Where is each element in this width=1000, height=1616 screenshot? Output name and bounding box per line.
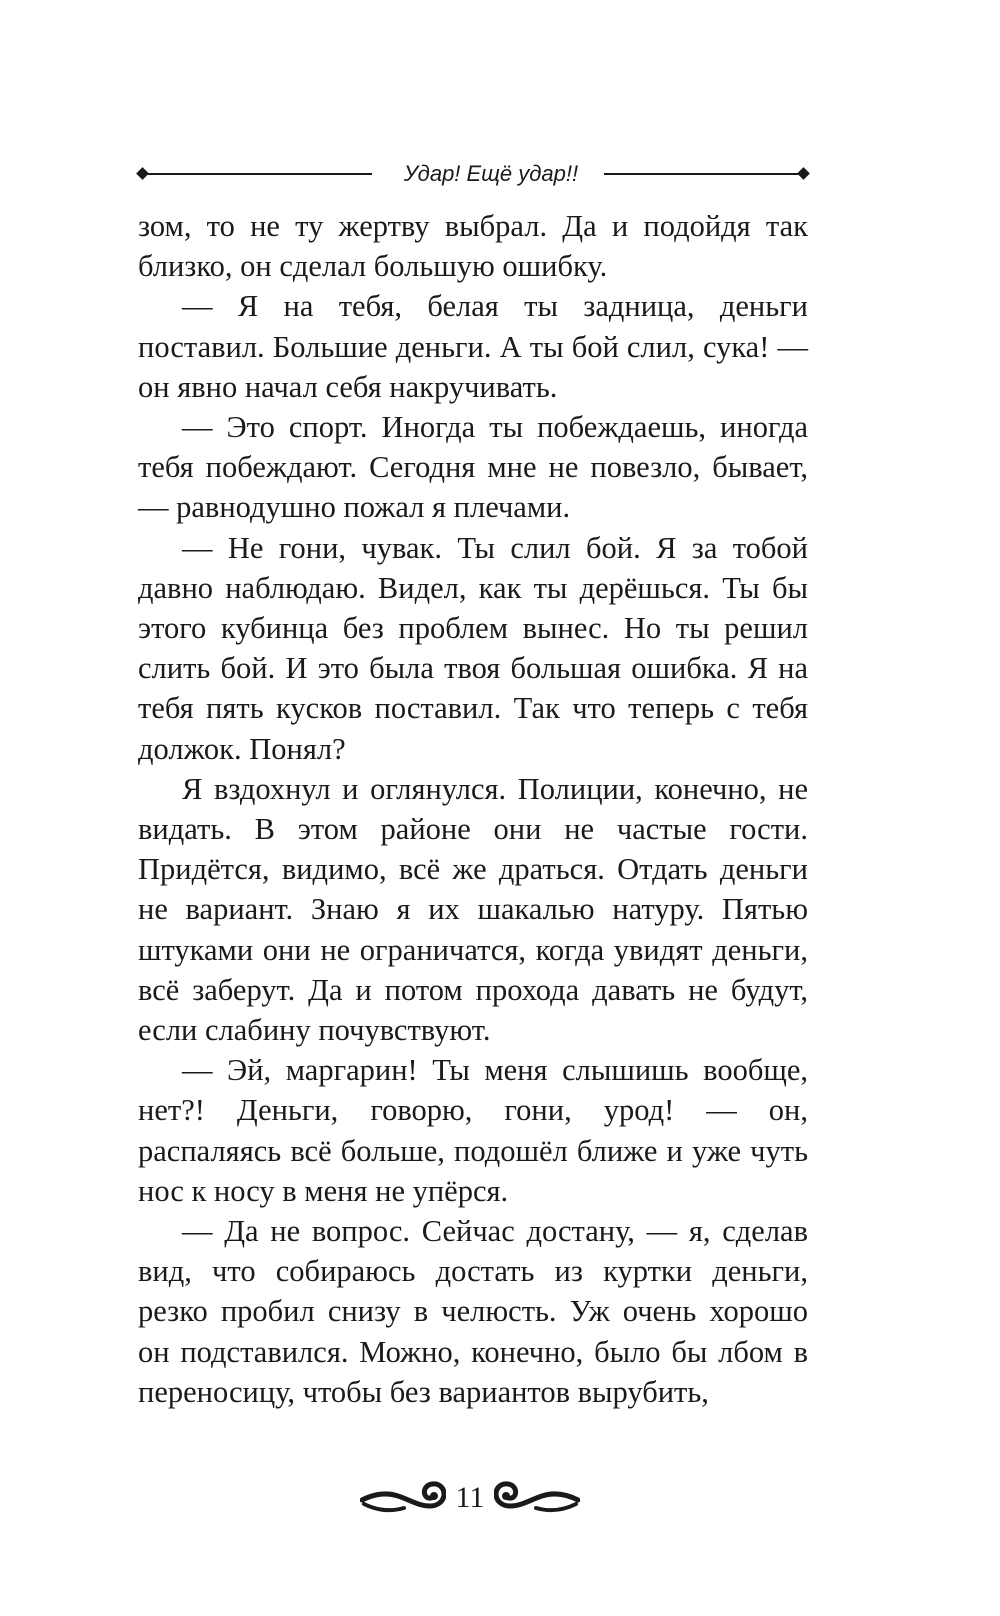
ornament-right-icon <box>494 1476 580 1520</box>
header-rule-right <box>604 173 802 175</box>
paragraph: — Я на тебя, белая ты задница, деньги поставил. Большие деньги. А ты бой слил, сука! — он явно начал себя накручивать. <box>138 289 808 404</box>
paragraph: — Да не вопрос. Сейчас достану, — я, сделав вид, что собираюсь достать из куртки деньги, резко пробил снизу в челюсть. Уж очень хорошо он подставился. Можно, конечно, было бы лбом в переносицу, чтобы без вариантов вырубить, <box>138 1214 808 1409</box>
page-number: 11 <box>455 1481 485 1514</box>
paragraph: зом, то не ту жертву выбрал. Да и подойдя так близко, он сделал большую ошибку. <box>138 209 808 284</box>
paragraph: — Не гони, чувак. Ты слил бой. Я за тобой давно наблюдаю. Видел, как ты дерёшься. Ты бы этого кубинца без проблем вынес. Но ты решил слить бой. И это была твоя большая ошибка. Я на тебя пять кусков поставил. Так что теперь с тебя должок. Понял? <box>138 530 808 766</box>
header-rule-left <box>144 173 372 175</box>
paragraph: — Это спорт. Иногда ты побеждаешь, иногда тебя побеждают. Сегодня мне не повезло, бывает, — равнодушно пожал я плечами. <box>138 410 808 525</box>
paragraph: Я вздохнул и оглянулся. Полиции, конечно, не видать. В этом районе они не частые гости. Придётся, видимо, всё же драться. Отдать деньги не вариант. Знаю я их шакалью натуру. Пятью штуками они не ограничатся, когда увидят деньги, всё заберут. Да и потом прохода давать не будут, если слабину почувствуют. <box>138 771 808 1048</box>
paragraph: — Эй, маргарин! Ты меня слышишь вообще, нет?! Деньги, говорю, гони, урод! — он, распаляясь всё больше, подошёл ближе и уже чуть нос к носу в меня не упёрся. <box>138 1053 808 1208</box>
running-header <box>138 158 808 188</box>
header-diamond-right <box>797 167 810 180</box>
page-footer <box>360 1470 580 1526</box>
running-title: Удар! Ещё удар!! <box>403 161 579 186</box>
page-body <box>138 206 808 1412</box>
